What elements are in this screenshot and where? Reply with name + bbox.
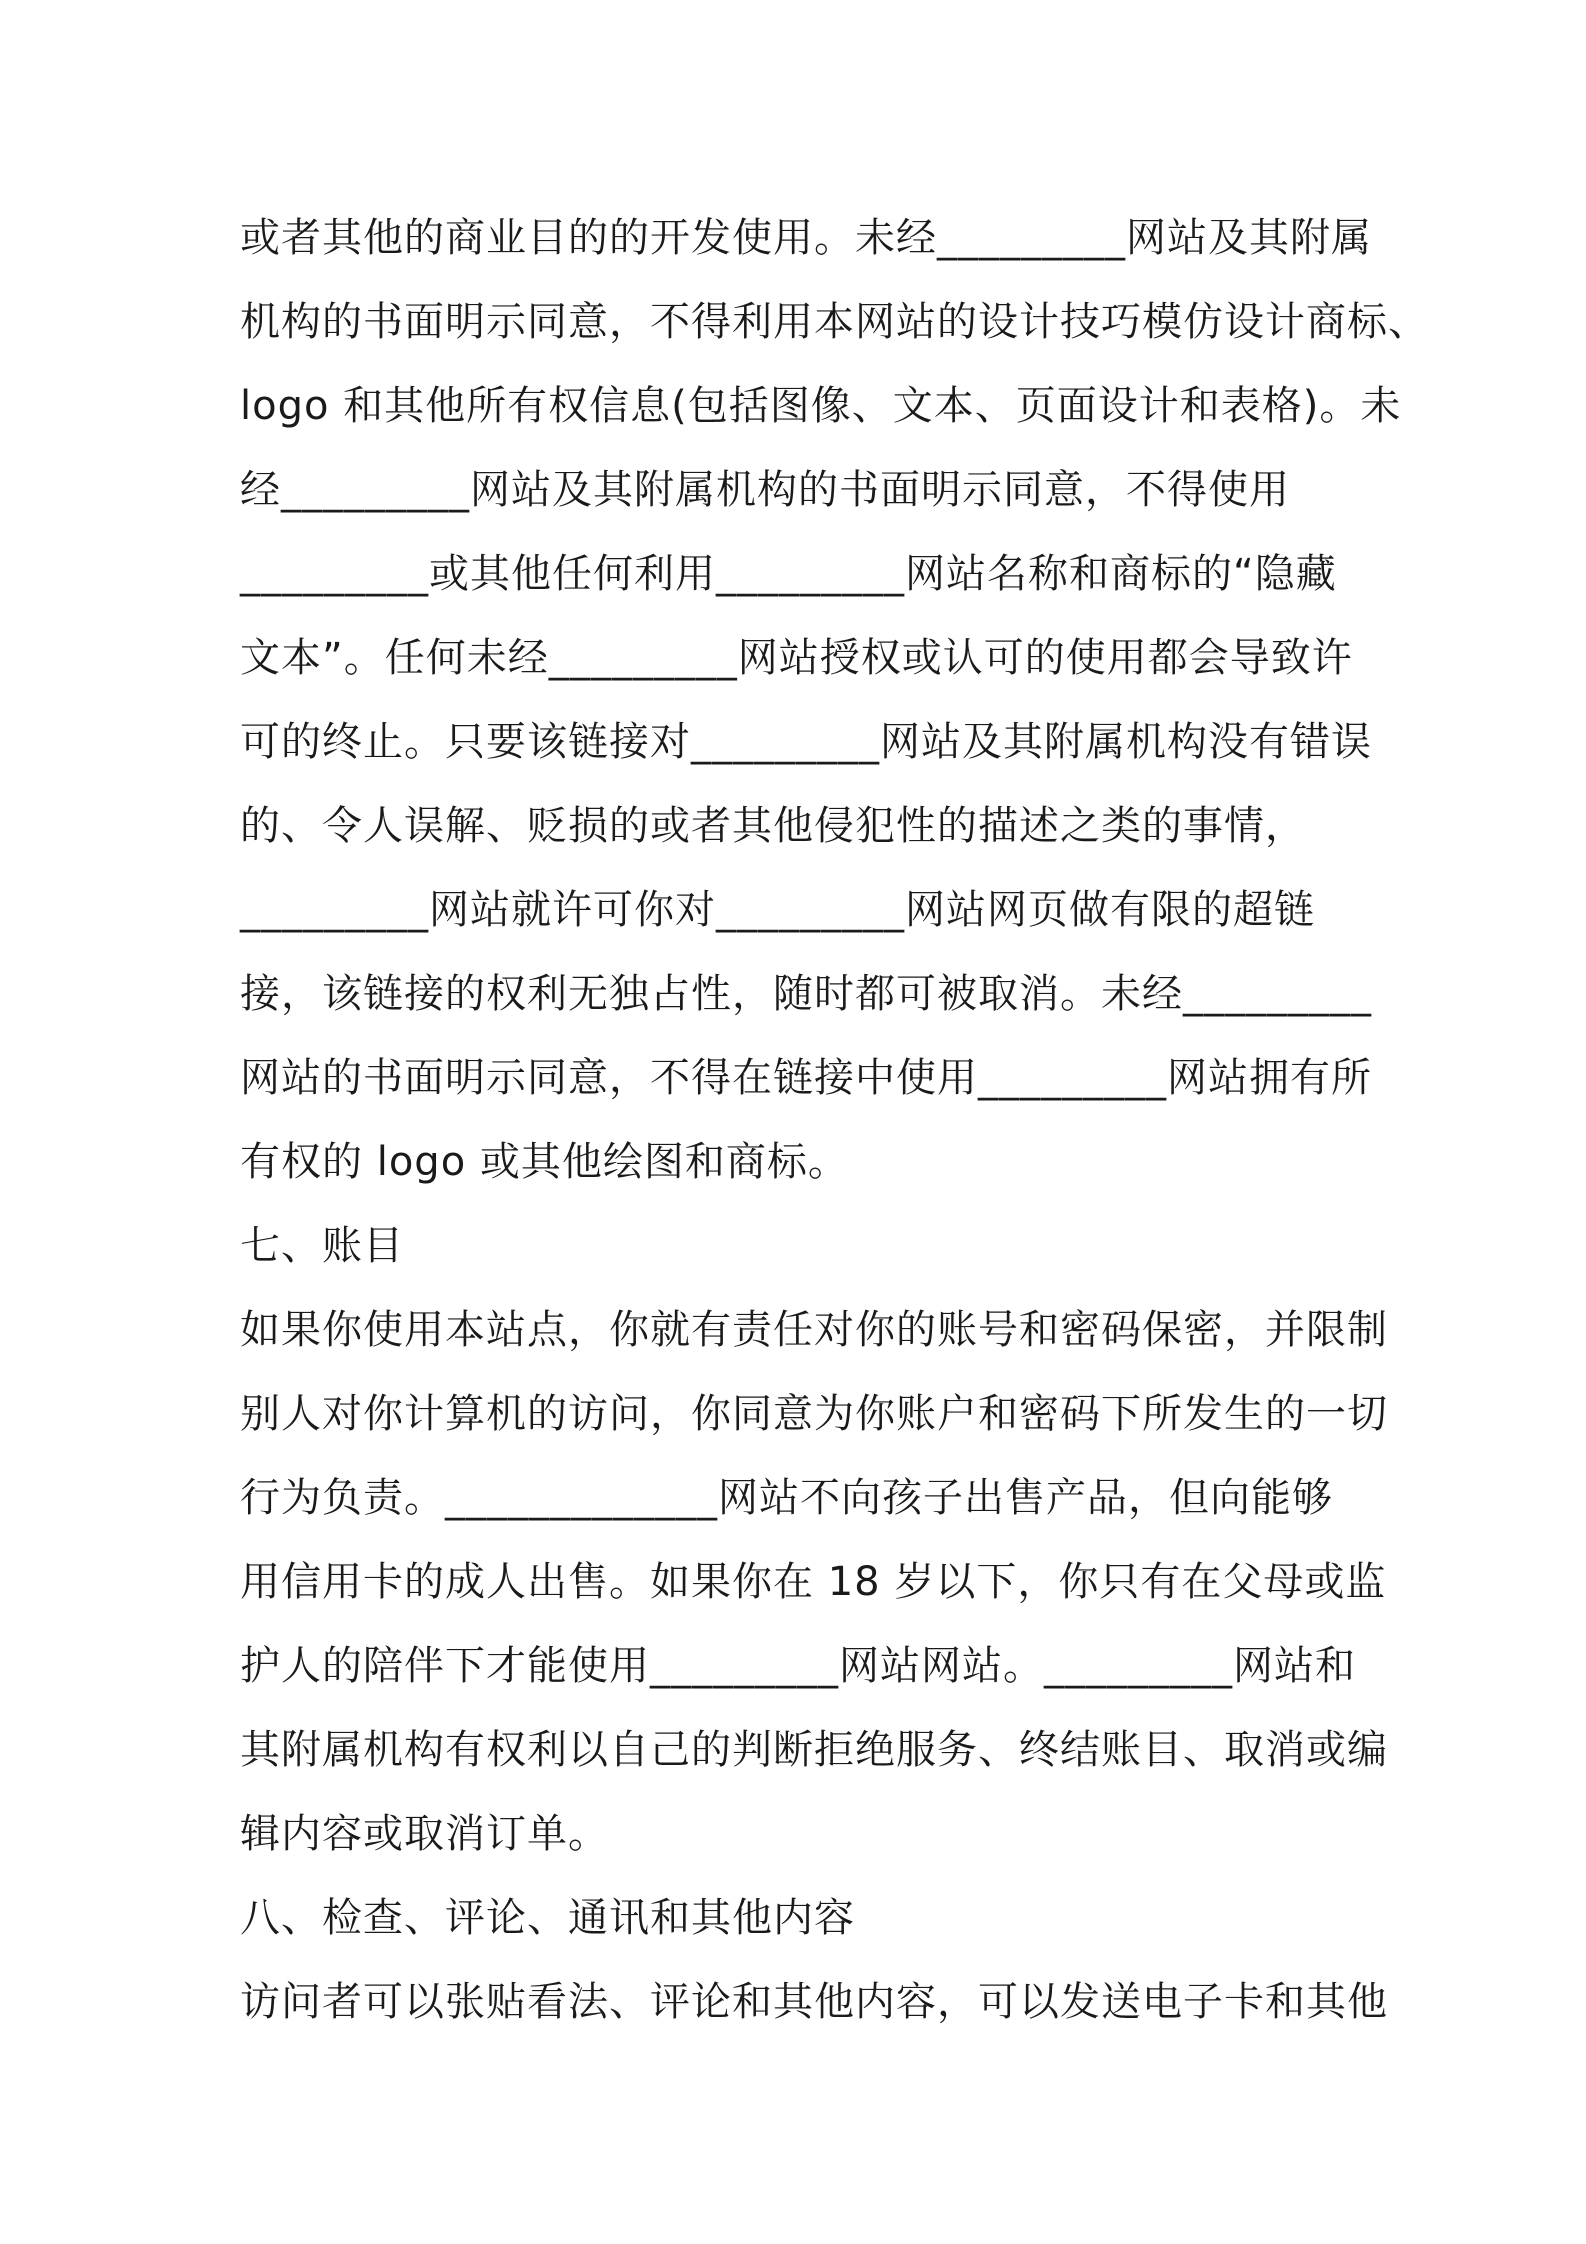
paragraph-line: 经_________网站及其附属机构的书面明示同意，不得使用 (240, 467, 1290, 513)
paragraph-line: 辑内容或取消订单。 (240, 1811, 609, 1857)
paragraph-line: 行为负责。_____________网站不向孩子出售产品，但向能够 (240, 1475, 1333, 1521)
paragraph-line: 用信用卡的成人出售。如果你在 18 岁以下，你只有在父母或监 (240, 1559, 1387, 1605)
paragraph-line: 有权的 logo 或其他绘图和商标。 (240, 1139, 849, 1185)
paragraph-line: 可的终止。只要该链接对_________网站及其附属机构没有错误 (240, 719, 1372, 765)
paragraph-line: 的、令人误解、贬损的或者其他侵犯性的描述之类的事情， (240, 803, 1306, 849)
paragraph-line: 文本”。任何未经_________网站授权或认可的使用都会导致许 (240, 635, 1353, 681)
paragraph-line: 机构的书面明示同意，不得利用本网站的设计技巧模仿设计商标、 (240, 299, 1429, 345)
paragraph-line: 接，该链接的权利无独占性，随时都可被取消。未经_________ (240, 971, 1372, 1017)
paragraph-line: _________网站就许可你对_________网站网页做有限的超链 (240, 887, 1315, 933)
paragraph-line: 其附属机构有权利以自己的判断拒绝服务、终结账目、取消或编 (240, 1727, 1388, 1773)
paragraph-line: 别人对你计算机的访问，你同意为你账户和密码下所发生的一切 (240, 1391, 1388, 1437)
paragraph-line: 或者其他的商业目的的开发使用。未经_________网站及其附属 (240, 215, 1372, 261)
paragraph-line: 访问者可以张贴看法、评论和其他内容，可以发送电子卡和其他 (240, 1979, 1388, 2025)
paragraph-line: 如果你使用本站点，你就有责任对你的账号和密码保密，并限制 (240, 1307, 1388, 1353)
paragraph-line: logo 和其他所有权信息(包括图像、文本、页面设计和表格)。未 (240, 383, 1402, 429)
paragraph-line: _________或其他任何利用_________网站名称和商标的“隐藏 (240, 551, 1337, 597)
section-heading-accounts: 七、账目 (240, 1223, 404, 1269)
paragraph-line: 网站的书面明示同意，不得在链接中使用_________网站拥有所 (240, 1055, 1372, 1101)
document-body (240, 196, 1429, 2044)
paragraph-line: 护人的陪伴下才能使用_________网站网站。_________网站和 (240, 1643, 1356, 1689)
section-heading-review: 八、检查、评论、通讯和其他内容 (240, 1895, 855, 1941)
